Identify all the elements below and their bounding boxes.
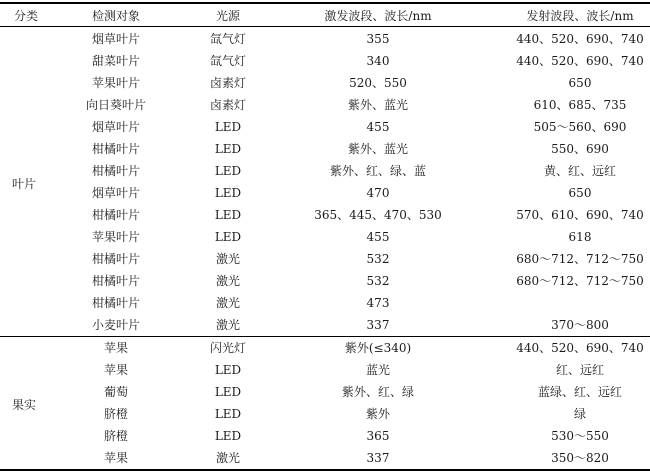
cell-object: 烟草叶片 bbox=[91, 32, 141, 46]
cell-object: 柑橘叶片 bbox=[91, 208, 141, 222]
cell-light: LED bbox=[214, 142, 242, 156]
cell-excitation: 365、445、470、530 bbox=[314, 208, 442, 222]
cell-light: LED bbox=[214, 164, 242, 178]
cell-emission: 350～820 bbox=[551, 451, 609, 465]
header-emission: 发射波段、波长/nm bbox=[526, 9, 634, 23]
cell-object: 向日葵叶片 bbox=[85, 98, 147, 112]
cell-light: LED bbox=[214, 230, 242, 244]
cell-light: LED bbox=[214, 186, 242, 200]
cell-excitation: 紫外(≤340) bbox=[344, 341, 412, 355]
group-rule bbox=[0, 336, 650, 337]
cell-light: LED bbox=[214, 429, 242, 443]
cell-object: 脐橙 bbox=[103, 407, 129, 421]
cell-light: 激光 bbox=[215, 296, 241, 310]
cell-excitation: 蓝光 bbox=[365, 363, 391, 377]
cell-object: 苹果 bbox=[103, 341, 129, 355]
cell-excitation: 532 bbox=[366, 252, 390, 266]
cell-object: 柑橘叶片 bbox=[91, 142, 141, 156]
cell-emission: 618 bbox=[568, 230, 592, 244]
cell-emission: 440、520、690、740 bbox=[516, 341, 644, 355]
bottom-rule bbox=[0, 469, 650, 471]
cell-excitation: 紫外、红、绿 bbox=[341, 385, 415, 399]
cell-emission: 650 bbox=[568, 186, 592, 200]
cell-emission: 蓝绿、红、远红 bbox=[537, 385, 623, 399]
cell-emission: 505～560、690 bbox=[533, 120, 627, 134]
cell-light: 激光 bbox=[215, 318, 241, 332]
cell-object: 苹果 bbox=[103, 451, 129, 465]
cell-excitation: 337 bbox=[366, 451, 390, 465]
header-rule bbox=[0, 26, 650, 27]
cell-emission: 680～712、712～750 bbox=[516, 252, 644, 266]
cell-object: 葡萄 bbox=[103, 385, 129, 399]
header-excitation: 激发波段、波长/nm bbox=[324, 9, 432, 23]
cell-light: LED bbox=[214, 407, 242, 421]
top-rule bbox=[0, 2, 650, 4]
cell-emission: 绿 bbox=[573, 407, 587, 421]
cell-excitation: 紫外、蓝光 bbox=[347, 98, 409, 112]
cell-object: 柑橘叶片 bbox=[91, 274, 141, 288]
cell-emission: 530～550 bbox=[551, 429, 609, 443]
header-category: 分类 bbox=[13, 9, 39, 23]
cell-object: 柑橘叶片 bbox=[91, 164, 141, 178]
cell-excitation: 455 bbox=[366, 120, 390, 134]
cell-emission: 黄、红、远红 bbox=[543, 164, 617, 178]
category-label: 叶片 bbox=[12, 177, 37, 191]
cell-light: 激光 bbox=[215, 274, 241, 288]
cell-object: 苹果叶片 bbox=[91, 230, 141, 244]
header-light: 光源 bbox=[215, 9, 241, 23]
cell-excitation: 365 bbox=[366, 429, 390, 443]
cell-excitation: 532 bbox=[366, 274, 390, 288]
cell-emission: 650 bbox=[568, 76, 592, 90]
cell-excitation: 520、550 bbox=[349, 76, 407, 90]
cell-light: LED bbox=[214, 363, 242, 377]
category-label: 果实 bbox=[12, 398, 37, 412]
cell-object: 烟草叶片 bbox=[91, 186, 141, 200]
cell-light: LED bbox=[214, 385, 242, 399]
cell-excitation: 470 bbox=[366, 186, 390, 200]
cell-light: 氙气灯 bbox=[209, 54, 247, 68]
cell-emission: 440、520、690、740 bbox=[516, 54, 644, 68]
cell-object: 小麦叶片 bbox=[91, 318, 141, 332]
cell-object: 脐橙 bbox=[103, 429, 129, 443]
cell-light: 卤素灯 bbox=[209, 98, 247, 112]
cell-object: 甜菜叶片 bbox=[91, 54, 141, 68]
cell-light: LED bbox=[214, 120, 242, 134]
cell-excitation: 紫外、蓝光 bbox=[347, 142, 409, 156]
cell-light: 卤素灯 bbox=[209, 76, 247, 90]
cell-light: 激光 bbox=[215, 252, 241, 266]
cell-excitation: 紫外 bbox=[365, 407, 391, 421]
cell-excitation: 337 bbox=[366, 318, 390, 332]
cell-emission: 370～800 bbox=[551, 318, 609, 332]
cell-light: 闪光灯 bbox=[209, 341, 247, 355]
cell-excitation: 455 bbox=[366, 230, 390, 244]
cell-light: 激光 bbox=[215, 451, 241, 465]
cell-emission: 680～712、712～750 bbox=[516, 274, 644, 288]
cell-object: 苹果叶片 bbox=[91, 76, 141, 90]
cell-object: 苹果 bbox=[103, 363, 129, 377]
cell-excitation: 340 bbox=[366, 54, 390, 68]
cell-object: 柑橘叶片 bbox=[91, 252, 141, 266]
cell-excitation: 紫外、红、绿、蓝 bbox=[329, 164, 427, 178]
cell-excitation: 355 bbox=[366, 32, 390, 46]
cell-object: 烟草叶片 bbox=[91, 120, 141, 134]
cell-emission: 红、远红 bbox=[555, 363, 605, 377]
cell-object: 柑橘叶片 bbox=[91, 296, 141, 310]
cell-emission: 440、520、690、740 bbox=[516, 32, 644, 46]
cell-emission: 550、690 bbox=[551, 142, 609, 156]
cell-light: 氙气灯 bbox=[209, 32, 247, 46]
cell-light: LED bbox=[214, 208, 242, 222]
cell-emission: 610、685、735 bbox=[533, 98, 627, 112]
header-object: 检测对象 bbox=[91, 9, 141, 23]
cell-excitation: 473 bbox=[366, 296, 390, 310]
cell-emission: 570、610、690、740 bbox=[516, 208, 644, 222]
